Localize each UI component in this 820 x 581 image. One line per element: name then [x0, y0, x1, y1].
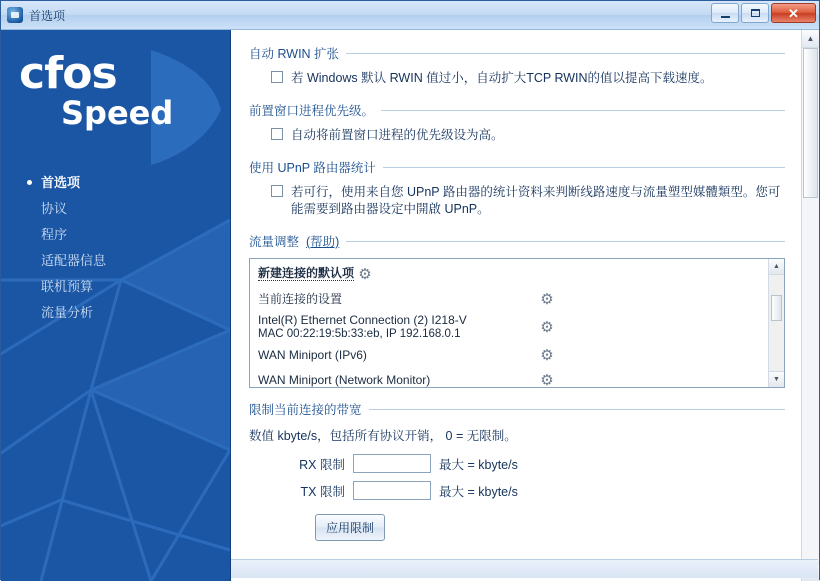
- title-bar: [1, 1, 819, 30]
- minimize-button[interactable]: [711, 3, 739, 23]
- logo-speed: Speed: [61, 94, 174, 132]
- rx-limit-suffix: 最大 = kbyte/s: [439, 457, 518, 472]
- sidebar-item-label: 适配器信息: [41, 253, 107, 268]
- list-item-label: WAN Miniport (Network Monitor): [258, 372, 431, 387]
- upnp-checkbox-label: 若可行，使用来自您 UPnP 路由器的统计资料来判断线路速度与流量塑型媒體類型。您可能需要到路由器设定中開啟 UPnP。: [291, 185, 781, 216]
- minimize-icon: [721, 16, 730, 18]
- sidebar-nav: [1, 170, 230, 326]
- section-divider: [346, 53, 785, 54]
- traffic-list-items: [250, 259, 768, 387]
- apply-limit-button[interactable]: 应用限制: [315, 514, 385, 541]
- section-divider: [346, 241, 785, 242]
- sidebar-item-traffic-analysis[interactable]: [27, 300, 230, 326]
- section-title-traffic: 流量调整: [249, 235, 300, 249]
- rx-limit-label: RX 限制: [299, 457, 345, 472]
- page-scroll-thumb[interactable]: [803, 48, 818, 198]
- section-title-upnp: 使用 UPnP 路由器统计: [249, 161, 376, 175]
- scroll-down-icon[interactable]: ▼: [769, 371, 784, 387]
- section-header-bandwidth: [249, 400, 785, 418]
- section-divider: [369, 409, 785, 410]
- section-divider: [381, 110, 785, 111]
- list-item[interactable]: [250, 286, 768, 311]
- traffic-connection-list[interactable]: [249, 258, 785, 388]
- tx-limit-row: [287, 481, 785, 500]
- sidebar-item-label: 联机预算: [41, 279, 94, 294]
- rwin-checkbox-row[interactable]: [271, 70, 785, 87]
- scroll-up-icon[interactable]: ▲: [802, 30, 819, 48]
- tx-limit-suffix: 最大 = kbyte/s: [439, 484, 518, 499]
- status-bar: [231, 559, 818, 578]
- close-button[interactable]: [771, 3, 816, 23]
- sidebar-item-online-budget[interactable]: [27, 274, 230, 300]
- list-item-label: 新建连接的默认项: [258, 266, 355, 280]
- sidebar-item-adapter-info[interactable]: [27, 248, 230, 274]
- rx-limit-input[interactable]: [353, 454, 431, 473]
- list-item[interactable]: [250, 261, 768, 286]
- list-item-label: WAN Miniport (IPv6): [258, 347, 367, 362]
- bandwidth-subtitle: 数值 kbyte/s，包括所有协议开销， 0 = 无限制。: [249, 429, 517, 443]
- sidebar-item-label: 程序: [41, 227, 68, 242]
- sidebar-item-label: 协议: [41, 201, 68, 216]
- scroll-up-icon[interactable]: ▲: [769, 259, 784, 275]
- rx-limit-row: [287, 454, 785, 473]
- foreground-checkbox-label: 自动将前置窗口进程的优先级设为高。: [291, 128, 504, 142]
- list-item-label: 当前连接的设置: [258, 291, 343, 306]
- list-item[interactable]: [250, 311, 768, 342]
- content-area: [231, 30, 819, 581]
- rwin-checkbox[interactable]: [271, 71, 283, 83]
- tx-limit-label: TX 限制: [300, 484, 345, 499]
- sidebar-item-protocols[interactable]: [27, 196, 230, 222]
- sidebar-item-label: 流量分析: [41, 305, 94, 320]
- foreground-checkbox-row[interactable]: [271, 127, 785, 144]
- list-item-subtitle: MAC 00:22:19:5b:33:eb, IP 192.168.0.1: [258, 327, 461, 340]
- logo-cfos: cfos: [19, 48, 117, 99]
- sidebar-item-label: 首选项: [41, 175, 81, 190]
- list-item-label: [258, 313, 536, 341]
- window-body: [1, 30, 819, 581]
- gear-icon[interactable]: ⚙: [358, 265, 372, 283]
- section-header-upnp: [249, 158, 785, 176]
- sidebar: [1, 30, 231, 581]
- sidebar-item-preferences[interactable]: [27, 170, 230, 196]
- gear-icon[interactable]: ⚙: [540, 371, 554, 387]
- gear-icon[interactable]: ⚙: [540, 346, 554, 364]
- list-item-title: Intel(R) Ethernet Connection (2) I218-V: [258, 312, 467, 327]
- traffic-help-link[interactable]: (帮助): [306, 235, 340, 249]
- window-controls: [711, 3, 816, 23]
- sidebar-item-programs[interactable]: [27, 222, 230, 248]
- section-header-rwin: [249, 44, 785, 62]
- close-icon: ✕: [788, 5, 799, 21]
- upnp-checkbox-row[interactable]: [271, 184, 785, 218]
- list-scroll-thumb[interactable]: [771, 295, 782, 321]
- gear-icon[interactable]: ⚙: [540, 290, 554, 308]
- app-logo: [1, 30, 230, 130]
- maximize-icon: [751, 9, 760, 17]
- section-header-foreground: [249, 101, 785, 119]
- upnp-checkbox[interactable]: [271, 185, 283, 197]
- section-title-bandwidth: 限制当前连接的带宽: [249, 403, 362, 417]
- rwin-checkbox-label: 若 Windows 默认 RWIN 值过小，自动扩大TCP RWIN的值以提高下载速度。: [291, 71, 713, 85]
- foreground-checkbox[interactable]: [271, 128, 283, 140]
- app-icon: [7, 7, 23, 23]
- section-title-foreground: 前置窗口进程优先级。: [249, 104, 375, 118]
- section-title-rwin: 自动 RWIN 扩张: [249, 47, 340, 61]
- gear-icon[interactable]: ⚙: [540, 318, 554, 336]
- section-header-traffic: [249, 232, 785, 250]
- preferences-panel: [231, 30, 801, 581]
- section-divider: [383, 167, 785, 168]
- tx-limit-input[interactable]: [353, 481, 431, 500]
- window-title: 首选项: [29, 8, 66, 23]
- list-scrollbar[interactable]: [768, 259, 784, 387]
- list-item[interactable]: [250, 342, 768, 367]
- list-item[interactable]: [250, 367, 768, 387]
- maximize-button[interactable]: [741, 3, 769, 23]
- page-scrollbar[interactable]: [801, 30, 819, 581]
